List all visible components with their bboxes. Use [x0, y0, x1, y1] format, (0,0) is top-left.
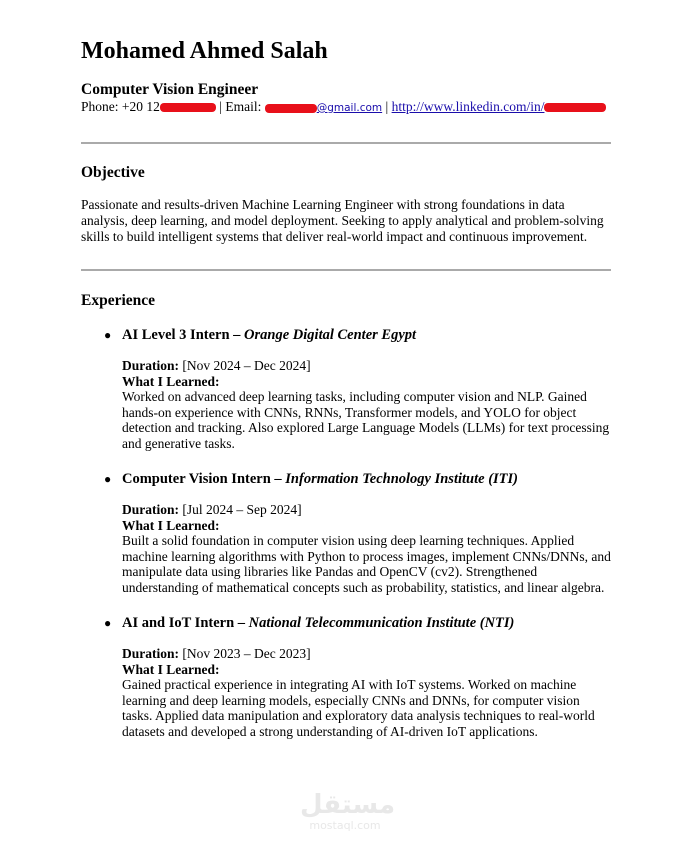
objective-text: Passionate and results-driven Machine Learning Engineer with strong foundations in data analysis, deep learning, and model deployment. Seeking to apply analytical and problem-solving skills to build intelligent systems that deliver real-world impact and continuous improvement.	[81, 197, 604, 244]
bullet-icon: ●	[104, 616, 112, 630]
role: Computer Vision Intern –	[122, 471, 282, 487]
redaction-mark	[265, 104, 317, 113]
duration-label: Duration:	[122, 646, 179, 661]
section-divider	[81, 269, 611, 271]
experience-details	[122, 646, 611, 740]
section-divider	[81, 142, 611, 144]
bullet-icon: ●	[104, 472, 112, 486]
learned-label: What I Learned:	[122, 373, 220, 389]
objective-heading: Objective	[81, 164, 145, 181]
email-label: | Email:	[219, 99, 262, 114]
learned-text: Built a solid foundation in computer vision using deep learning techniques. Applied machine learning algorithms with Python to process images, implement CNNs/DNNs, and manipulate data using libraries like Pandas and OpenCV (cv2). Strengthened understanding of mathematical concepts such as probability, statistics, and linear algebra.	[122, 533, 611, 595]
duration: [Nov 2024 – Dec 2024]	[182, 358, 311, 373]
experience-title	[81, 327, 611, 344]
experience-heading: Experience	[81, 292, 156, 309]
duration-label: Duration:	[122, 358, 179, 373]
redaction-mark	[160, 103, 216, 112]
organization: National Telecommunication Institute (NTI)	[248, 615, 515, 631]
linkedin-link[interactable]: http://www.linkedin.com/in/	[392, 99, 607, 114]
experience-title	[81, 615, 611, 632]
duration: [Jul 2024 – Sep 2024]	[182, 502, 302, 517]
learned-label: What I Learned:	[122, 661, 220, 677]
watermark-arabic: مستقل	[300, 790, 396, 820]
experience-title	[81, 471, 611, 488]
job-title: Computer Vision Engineer	[81, 81, 259, 98]
learned-text: Gained practical experience in integrating AI with IoT systems. Worked on machine learning and deep learning models, especially CNNs and DNNs, for computer vision tasks. Applied data manipulation and exploratory data analysis techniques to real-world datasets and developed a strong understanding of AI-driven IoT applications.	[122, 677, 595, 739]
organization: Information Technology Institute (ITI)	[285, 471, 518, 487]
phone-label: Phone: +20 12	[81, 99, 160, 114]
duration: [Nov 2023 – Dec 2023]	[182, 646, 311, 661]
learned-text: Worked on advanced deep learning tasks, including computer vision and NLP. Gained hands-on experience with CNNs, RNNs, Transformer models, and YOLO for object detection and tracking. Also explored Large Language Models (LLMs) for text processing and generative tasks.	[122, 389, 610, 451]
learned-label: What I Learned:	[122, 517, 220, 533]
duration-label: Duration:	[122, 502, 179, 517]
experience-details	[122, 358, 611, 452]
watermark-logo	[300, 790, 396, 832]
experience-details	[122, 502, 611, 596]
redaction-mark	[544, 103, 606, 112]
role: AI and IoT Intern –	[122, 615, 246, 631]
experience-item	[81, 471, 611, 596]
email-link[interactable]: @gmail.com	[265, 102, 382, 114]
bullet-icon: ●	[104, 328, 112, 342]
experience-item	[81, 615, 611, 740]
experience-item	[81, 327, 611, 452]
organization: Orange Digital Center Egypt	[244, 327, 417, 343]
role: AI Level 3 Intern –	[122, 327, 241, 343]
contact-line	[81, 99, 606, 115]
watermark-url: mostaql.com	[309, 819, 381, 832]
candidate-name: Mohamed Ahmed Salah	[81, 38, 328, 64]
separator: |	[385, 99, 389, 114]
